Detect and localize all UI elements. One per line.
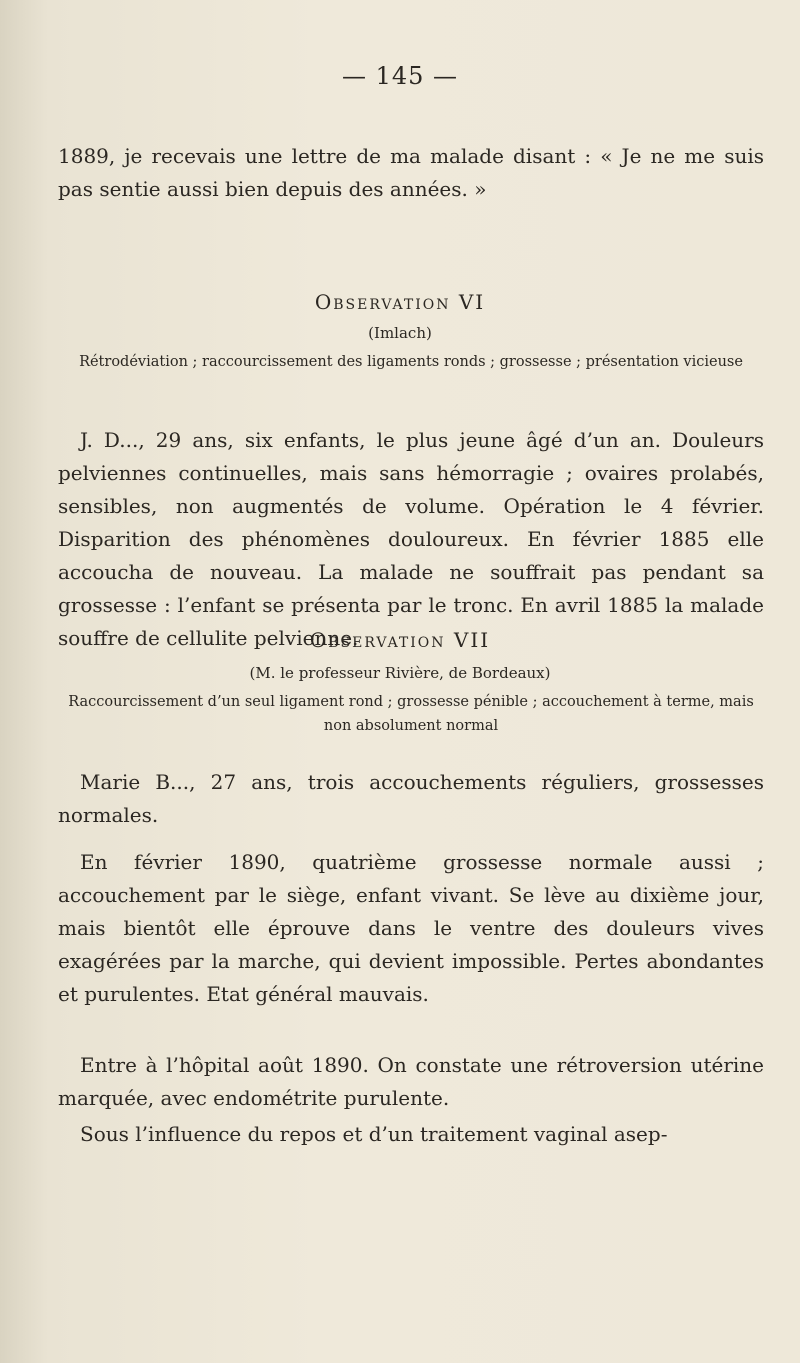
observation-vii-title: Observation VII bbox=[309, 628, 491, 652]
observation-vi-author: (Imlach) bbox=[368, 324, 432, 342]
observation-vi-summary: Rétrodéviation ; raccourcissement des ligaments ronds ; grossesse ; présentation vicieuse bbox=[79, 354, 743, 370]
observation-vii-summary: Raccourcissement d’un seul ligament rond ; grossesse pénible ; accouchement à terme, mais non absolument normal bbox=[68, 694, 754, 734]
observation-vii-paragraph-4: Sous l’influence du repos et d’un traitement vaginal asep- bbox=[80, 1122, 668, 1146]
observation-vii-author: (M. le professeur Rivière, de Bordeaux) bbox=[249, 664, 551, 682]
observation-vii-paragraph-2: En février 1890, quatrième grossesse normale aussi ; accouchement par le siège, enfant vivant. Se lève au dixième jour, mais bientôt elle éprouve dans le ventre des douleurs vives exagérées par la marche, qui devient impossible. Pertes abondantes et purulentes. Etat général mauvais. bbox=[58, 850, 764, 1006]
intro-paragraph: 1889, je recevais une lettre de ma malade disant : « Je ne me suis pas sentie aussi bien depuis des années. » bbox=[58, 144, 764, 201]
observation-vii-paragraph-1: Marie B..., 27 ans, trois accouchements réguliers, grossesses normales. bbox=[58, 770, 764, 827]
observation-vii-paragraph-3: Entre à l’hôpital août 1890. On constate une rétroversion utérine marquée, avec endométrite purulente. bbox=[58, 1053, 764, 1110]
observation-vi-title: Observation VI bbox=[314, 290, 486, 314]
page-number: — 145 — bbox=[341, 62, 459, 90]
observation-vi-body: J. D..., 29 ans, six enfants, le plus jeune âgé d’un an. Douleurs pelviennes continuelles, mais sans hémorragie ; ovaires prolabés, sensibles, non augmentés de volume. Opération le 4 février. Disparition des phénomènes douloureux. En février 1885 elle accoucha de nouveau. La malade ne souffrait pas pendant sa grossesse : l’enfant se présenta par le tronc. En avril 1885 la malade souffre de cellulite pelvienne. bbox=[58, 428, 764, 650]
